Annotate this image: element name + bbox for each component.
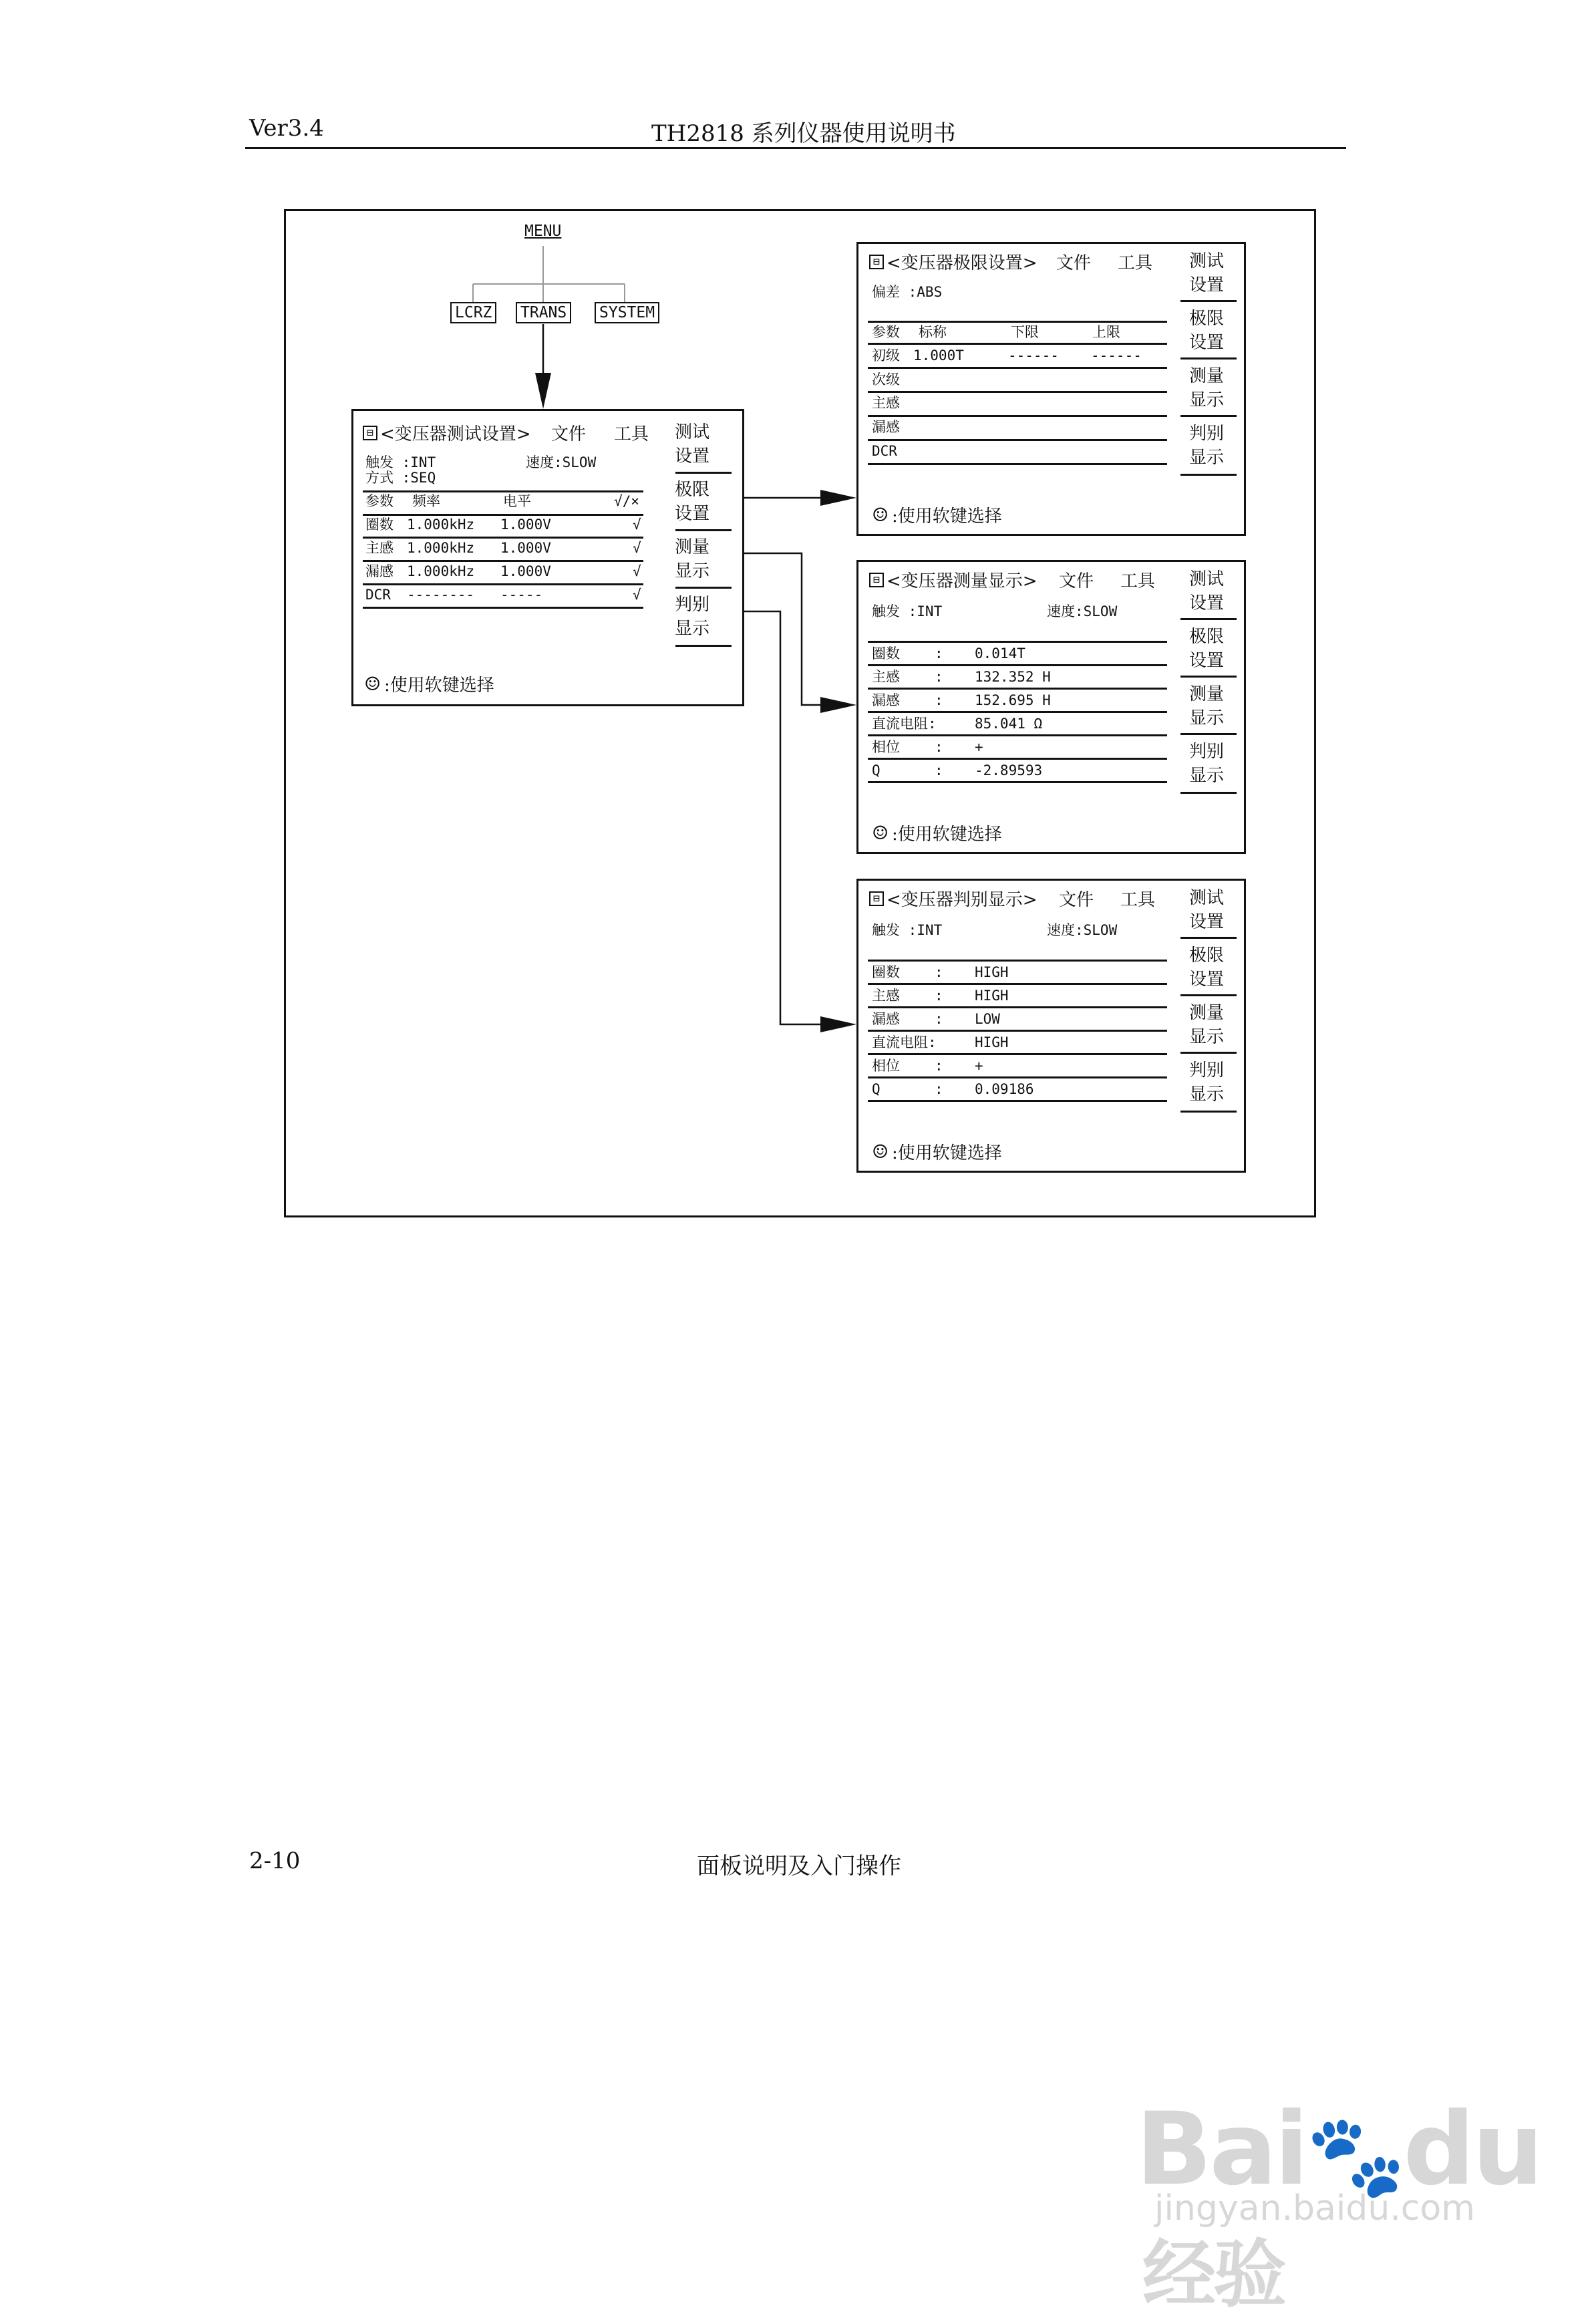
smiley-icon: ☺ (364, 673, 381, 695)
measure-row-sep: : (935, 692, 943, 708)
measure-row-value: 0.014T (975, 645, 1025, 662)
softkey-label: 设置 (1188, 651, 1224, 671)
divider (1180, 618, 1237, 620)
divider (868, 734, 1167, 736)
divider (1180, 994, 1237, 996)
softkey-label: 测试 (1188, 251, 1224, 271)
measure-row-label: 主感 (872, 669, 900, 685)
panel-title: <变压器极限设置> (887, 253, 1038, 273)
hint-text: :使用软键选择 (892, 825, 1002, 845)
table-row-label: DCR (872, 443, 897, 459)
softkey-label: 测试 (1188, 888, 1224, 908)
softkey-label: 测试 (1188, 569, 1224, 589)
judge-row-value: LOW (975, 1011, 1000, 1027)
divider (1180, 792, 1237, 794)
table-row-lower[interactable]: ------ (1008, 347, 1059, 364)
divider (363, 583, 643, 585)
judge-row-sep: : (935, 988, 943, 1004)
divider (868, 1030, 1167, 1032)
softkey-label: 极限 (1188, 309, 1224, 329)
table-row-check[interactable]: √ (633, 517, 641, 533)
measure-row-value: 85.041 Ω (975, 716, 1043, 732)
menu-tools[interactable]: 工具 (1120, 890, 1156, 910)
softkey-label: 判别 (674, 595, 709, 615)
instrument-icon: ⊟ (869, 255, 884, 269)
watermark-brand: Bai (1136, 2091, 1306, 2208)
softkey-label: 测试 (674, 422, 709, 442)
judge-row-value: HIGH (975, 964, 1009, 980)
panel-test-setup (351, 409, 744, 706)
measure-row-value: -2.89593 (975, 762, 1043, 778)
softkey-label: 设置 (1188, 333, 1224, 353)
mode-field[interactable]: 方式 :SEQ (365, 470, 436, 486)
table-row-label: 圈数 (365, 517, 393, 533)
divider (868, 415, 1167, 417)
divider (868, 758, 1167, 760)
menu-tools[interactable]: 工具 (1118, 253, 1153, 273)
divider (1180, 357, 1237, 359)
softkey-test-setup[interactable] (1180, 886, 1233, 934)
speed-field[interactable]: 速度:SLOW (1047, 603, 1118, 619)
table-row-check[interactable]: √ (633, 563, 641, 579)
softkey-label: 极限 (1188, 627, 1224, 647)
divider (868, 781, 1167, 783)
table-row-nominal[interactable]: 1.000T (913, 347, 964, 364)
col-header-lower: 下限 (1011, 324, 1039, 340)
softkey-label: 测量 (1188, 366, 1224, 386)
softkey-judge-display[interactable] (1180, 422, 1233, 470)
divider (1180, 1052, 1237, 1054)
divider (868, 1053, 1167, 1055)
panel-limit-setup (856, 242, 1246, 536)
divider (868, 367, 1167, 369)
table-row-level[interactable]: ----- (500, 587, 543, 603)
divider (363, 607, 643, 609)
softkey-test-setup[interactable] (1180, 567, 1233, 615)
measure-row-value: 152.695 H (975, 692, 1051, 708)
measure-row-label: 直流电阻: (872, 716, 937, 732)
softkey-label: 设置 (1188, 912, 1224, 932)
measure-row-label: 圈数 (872, 645, 900, 662)
divider (868, 688, 1167, 690)
judge-row-label: 相位 (872, 1058, 900, 1074)
divider (868, 1100, 1167, 1102)
judge-row-label: 主感 (872, 988, 900, 1004)
menu-root[interactable]: MENU (524, 223, 562, 240)
measure-row-sep: : (935, 762, 943, 778)
divider (868, 439, 1167, 441)
hint-text: :使用软键选择 (892, 506, 1002, 527)
divider (1180, 1111, 1237, 1113)
judge-row-sep: : (935, 1081, 943, 1097)
measure-row-sep: : (935, 669, 943, 685)
divider (868, 463, 1167, 465)
judge-row-label: 漏感 (872, 1011, 900, 1027)
table-row-label: 漏感 (365, 563, 393, 579)
col-header-check: √/× (614, 493, 639, 509)
instrument-icon: ⊟ (363, 426, 377, 440)
trigger-field[interactable]: 触发 :INT (365, 454, 436, 470)
divider (675, 529, 732, 531)
softkey-judge-display[interactable] (1180, 740, 1233, 788)
measure-row-label: 相位 (872, 739, 900, 755)
panel-measure-display (856, 560, 1246, 854)
measure-row-value: 132.352 H (975, 669, 1051, 685)
softkey-label: 显示 (1188, 766, 1224, 786)
section-title: 面板说明及入门操作 (697, 1853, 901, 1880)
table-row-level[interactable]: 1.000V (500, 563, 551, 579)
divider (868, 983, 1167, 985)
softkey-label: 显示 (674, 619, 709, 639)
softkey-label: 显示 (1188, 390, 1224, 410)
softkey-label: 设置 (674, 504, 709, 524)
col-header-param: 参数 (365, 493, 393, 509)
softkey-test-setup[interactable] (1180, 249, 1233, 297)
judge-row-sep: : (935, 1058, 943, 1074)
speed-field[interactable]: 速度:SLOW (526, 454, 597, 470)
softkey-label: 判别 (1188, 742, 1224, 762)
page-number: 2-10 (249, 1848, 301, 1874)
col-header-level: 电平 (503, 493, 531, 509)
menu-item-system[interactable]: SYSTEM (595, 302, 659, 323)
instrument-icon: ⊟ (869, 573, 884, 587)
table-row-upper[interactable]: ------ (1091, 347, 1142, 364)
softkey-measure-display[interactable] (1180, 682, 1233, 730)
col-header-freq: 频率 (412, 493, 440, 509)
table-row-label: DCR (365, 587, 391, 603)
divider (363, 514, 643, 516)
softkey-label: 判别 (1188, 424, 1224, 444)
judge-row-value: HIGH (975, 988, 1009, 1004)
menu-item-trans[interactable]: TRANS (516, 302, 571, 323)
judge-row-sep: : (935, 964, 943, 980)
divider (868, 321, 1167, 323)
softkey-label: 设置 (1188, 970, 1224, 990)
softkey-label: 显示 (1188, 1084, 1224, 1105)
softkey-label: 显示 (1188, 708, 1224, 728)
version-label: Ver3.4 (249, 115, 324, 142)
smiley-icon: ☺ (872, 822, 889, 844)
divider (868, 960, 1167, 962)
baidu-watermark-url: jingyan.baidu.com (1154, 2188, 1475, 2228)
softkey-limit-setup[interactable] (1180, 307, 1233, 355)
col-header-nominal: 标称 (919, 324, 947, 340)
trigger-field[interactable]: 触发 :INT (872, 922, 943, 938)
table-row-freq[interactable]: 1.000kHz (407, 517, 475, 533)
menu-item-lcrz[interactable]: LCRZ (450, 302, 496, 323)
table-row-label: 主感 (872, 395, 900, 411)
softkey-label: 显示 (674, 561, 709, 581)
watermark-brand2: du (1403, 2091, 1541, 2208)
table-row-label: 漏感 (872, 419, 900, 435)
menu-file[interactable]: 文件 (1059, 890, 1094, 910)
softkey-label: 极限 (674, 480, 709, 500)
divider (868, 1076, 1167, 1078)
table-row-freq[interactable]: 1.000kHz (407, 540, 475, 556)
measure-row-label: Q (872, 762, 881, 778)
softkey-label: 判别 (1188, 1060, 1224, 1080)
divider (1180, 300, 1237, 302)
measure-row-label: 漏感 (872, 692, 900, 708)
divider (675, 645, 732, 647)
divider (868, 1006, 1167, 1008)
table-row-level[interactable]: 1.000V (500, 540, 551, 556)
softkey-test-setup[interactable] (666, 420, 718, 468)
judge-row-value: + (975, 1058, 983, 1074)
divider (1180, 474, 1237, 476)
softkey-judge-display[interactable] (1180, 1058, 1233, 1107)
softkey-measure-display[interactable] (1180, 364, 1233, 412)
divider (1180, 937, 1237, 939)
table-row-level[interactable]: 1.000V (500, 517, 551, 533)
table-row-freq[interactable]: -------- (407, 587, 475, 603)
softkey-measure-display[interactable] (1180, 1001, 1233, 1049)
measure-row-sep: : (935, 645, 943, 662)
judge-row-value: 0.09186 (975, 1081, 1034, 1097)
divider (868, 343, 1167, 345)
judge-row-value: HIGH (975, 1034, 1009, 1050)
divider (868, 391, 1167, 393)
panel-title: <变压器测量显示> (887, 571, 1038, 591)
menu-file[interactable]: 文件 (1059, 571, 1094, 591)
softkey-limit-setup[interactable] (1180, 625, 1233, 673)
measure-row-value: + (975, 739, 983, 755)
instrument-icon: ⊟ (869, 891, 884, 906)
table-row-check[interactable]: √ (633, 540, 641, 556)
divider (868, 664, 1167, 666)
panel-title: <变压器测试设置> (380, 424, 531, 444)
softkey-label: 测量 (1188, 1003, 1224, 1023)
col-header-upper: 上限 (1092, 324, 1120, 340)
softkey-limit-setup[interactable] (666, 478, 718, 526)
divider (363, 537, 643, 539)
hint-text: :使用软键选择 (384, 676, 494, 696)
table-row-label: 主感 (365, 540, 393, 556)
menu-file[interactable]: 文件 (551, 424, 587, 444)
divider (1180, 676, 1237, 678)
softkey-judge-display[interactable] (666, 593, 718, 641)
menu-file[interactable]: 文件 (1056, 253, 1092, 273)
judge-row-sep: : (935, 1011, 943, 1027)
softkey-label: 测量 (1188, 684, 1224, 704)
divider (868, 641, 1167, 643)
baidu-watermark-logo: Bai🐾du经验 (1136, 2091, 1541, 2317)
panel-title: <变压器判别显示> (887, 890, 1038, 910)
divider (363, 490, 643, 492)
trigger-field[interactable]: 触发 :INT (872, 603, 943, 619)
table-row-freq[interactable]: 1.000kHz (407, 563, 475, 579)
table-row-label: 次级 (872, 372, 900, 388)
divider (1180, 733, 1237, 735)
divider (675, 587, 732, 589)
smiley-icon: ☺ (872, 504, 889, 526)
softkey-label: 显示 (1188, 1027, 1224, 1047)
col-header-param: 参数 (872, 324, 900, 340)
softkey-label: 设置 (674, 446, 709, 466)
softkey-label: 设置 (1188, 593, 1224, 613)
measure-row-sep: : (935, 739, 943, 755)
judge-row-label: 直流电阻: (872, 1034, 937, 1050)
table-row-check[interactable]: √ (633, 587, 641, 603)
judge-row-label: Q (872, 1081, 881, 1097)
divider (1180, 415, 1237, 417)
softkey-label: 设置 (1188, 275, 1224, 295)
judge-row-label: 圈数 (872, 964, 900, 980)
table-row-label: 初级 (872, 347, 900, 364)
menu-tools[interactable]: 工具 (1120, 571, 1156, 591)
deviation-field[interactable]: 偏差 :ABS (872, 284, 943, 300)
divider (868, 711, 1167, 713)
watermark-cn: 经验 (1142, 2232, 1284, 2317)
softkey-label: 显示 (1188, 448, 1224, 468)
softkey-measure-display[interactable] (666, 535, 718, 583)
panel-judge-display (856, 879, 1246, 1173)
divider (675, 472, 732, 474)
menu-tools[interactable]: 工具 (614, 424, 649, 444)
speed-field[interactable]: 速度:SLOW (1047, 922, 1118, 938)
softkey-limit-setup[interactable] (1180, 943, 1233, 992)
hint-text: :使用软键选择 (892, 1143, 1002, 1163)
document-title: TH2818 系列仪器使用说明书 (651, 120, 956, 147)
softkey-label: 极限 (1188, 946, 1224, 966)
softkey-label: 测量 (674, 537, 709, 557)
smiley-icon: ☺ (872, 1141, 889, 1163)
divider (363, 560, 643, 562)
